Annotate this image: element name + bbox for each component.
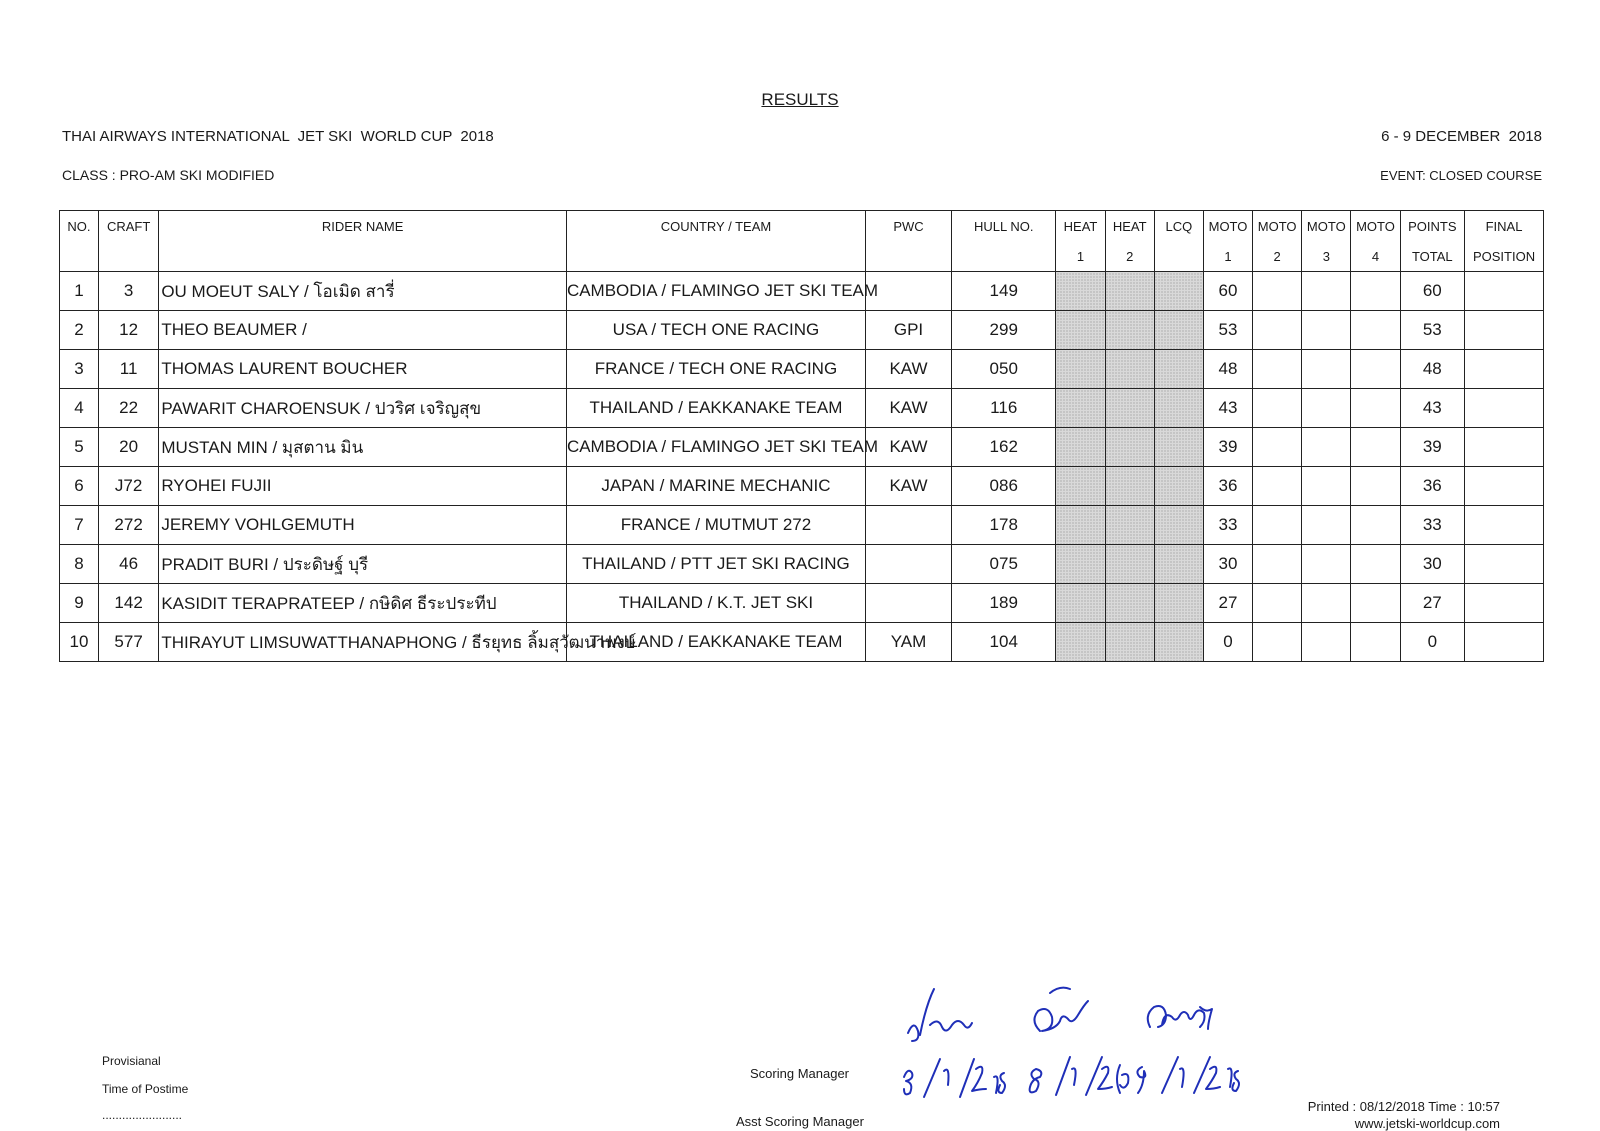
cell-lcq [1154,272,1203,311]
cell-rider-name: PAWARIT CHAROENSUK / ปวริศ เจริญสุข [159,389,567,428]
cell-craft: 142 [98,584,158,623]
cell-moto3 [1302,467,1351,506]
cell-hull-no: 116 [952,389,1056,428]
cell-craft: 12 [98,311,158,350]
cell-moto2 [1253,428,1302,467]
header-heat1-sub: 1 [1056,241,1105,272]
cell-points-total: 48 [1400,350,1465,389]
cell-moto3 [1302,389,1351,428]
cell-lcq [1154,506,1203,545]
cell-moto1: 60 [1203,272,1252,311]
cell-rider-name: THOMAS LAURENT BOUCHER [159,350,567,389]
header-final: FINAL [1465,211,1544,242]
header-country-team-sub [566,241,865,272]
cell-points-total: 0 [1400,623,1465,662]
cell-craft: 272 [98,506,158,545]
header-craft-sub [98,241,158,272]
page-title: RESULTS [761,90,839,109]
cell-rider-name: KASIDIT TERAPRATEEP / กษิดิศ ธีระประทีป [159,584,567,623]
header-no: NO. [60,211,99,242]
cell-country-team: FRANCE / MUTMUT 272 [566,506,865,545]
cell-lcq [1154,545,1203,584]
cell-craft: 20 [98,428,158,467]
cell-pwc: GPI [865,311,951,350]
table-row [60,506,1544,545]
cell-moto1: 43 [1203,389,1252,428]
cell-no: 3 [60,350,99,389]
cell-no: 8 [60,545,99,584]
cell-pwc: KAW [865,428,951,467]
cell-heat2 [1105,350,1154,389]
cell-moto3 [1302,545,1351,584]
cell-hull-no: 075 [952,545,1056,584]
cell-pwc: YAM [865,623,951,662]
header-row-top [60,211,1544,242]
header-country-team: COUNTRY / TEAM [566,211,865,242]
signature-3-date [1137,1057,1239,1093]
signature-1 [908,989,972,1041]
cell-no: 5 [60,428,99,467]
cell-final-position [1465,545,1544,584]
cell-moto2 [1253,389,1302,428]
cell-points-total: 39 [1400,428,1465,467]
cell-country-team: THAILAND / EAKKANAKE TEAM [566,389,865,428]
header-pwc-sub [865,241,951,272]
cell-moto3 [1302,623,1351,662]
event-name: THAI AIRWAYS INTERNATIONAL JET SKI WORLD CUP 2018 [62,128,494,145]
cell-heat2 [1105,389,1154,428]
header-moto4-sub: 4 [1351,241,1400,272]
cell-lcq [1154,389,1203,428]
cell-no: 7 [60,506,99,545]
cell-moto3 [1302,311,1351,350]
cell-lcq [1154,350,1203,389]
cell-moto4 [1351,428,1400,467]
cell-points-total: 27 [1400,584,1465,623]
signature-2-date [1030,1057,1129,1095]
cell-final-position [1465,623,1544,662]
asst-scoring-manager-label: Asst Scoring Manager [736,1114,864,1129]
cell-final-position [1465,389,1544,428]
header-heat1: HEAT [1056,211,1105,242]
cell-points-total: 30 [1400,545,1465,584]
cell-country-team: JAPAN / MARINE MECHANIC [566,467,865,506]
cell-moto4 [1351,350,1400,389]
cell-rider-name: THIRAYUT LIMSUWATTHANAPHONG / ธีรยุทธ ลิ้มสุวัฒนาพงษ์ [159,623,567,662]
cell-pwc [865,506,951,545]
cell-points-total: 60 [1400,272,1465,311]
cell-moto2 [1253,350,1302,389]
header-lcq: LCQ [1154,211,1203,242]
cell-lcq [1154,428,1203,467]
cell-heat1 [1056,428,1105,467]
header-moto3: MOTO [1302,211,1351,242]
cell-no: 1 [60,272,99,311]
cell-pwc [865,272,951,311]
header-moto2-sub: 2 [1253,241,1302,272]
cell-hull-no: 178 [952,506,1056,545]
cell-heat2 [1105,584,1154,623]
header-moto3-sub: 3 [1302,241,1351,272]
postime-blank-line: ........................ [102,1108,183,1122]
cell-lcq [1154,467,1203,506]
cell-craft: 3 [98,272,158,311]
cell-hull-no: 299 [952,311,1056,350]
provisional-label: Provisianal [102,1054,161,1068]
cell-country-team: THAILAND / EAKKANAKE TEAM [566,623,865,662]
cell-lcq [1154,623,1203,662]
header-hull-no: HULL NO. [952,211,1056,242]
cell-hull-no: 189 [952,584,1056,623]
event-dates: 6 - 9 DECEMBER 2018 [1381,128,1542,145]
cell-hull-no: 149 [952,272,1056,311]
table-row [60,623,1544,662]
header-lcq-sub [1154,241,1203,272]
cell-heat1 [1056,350,1105,389]
cell-heat1 [1056,467,1105,506]
header-craft: CRAFT [98,211,158,242]
cell-moto3 [1302,428,1351,467]
table-row [60,428,1544,467]
cell-country-team: USA / TECH ONE RACING [566,311,865,350]
header-moto1: MOTO [1203,211,1252,242]
website-url: www.jetski-worldcup.com [1354,1116,1500,1131]
cell-moto4 [1351,311,1400,350]
cell-heat2 [1105,545,1154,584]
cell-craft: 577 [98,623,158,662]
table-row [60,389,1544,428]
cell-craft: 22 [98,389,158,428]
cell-moto1: 36 [1203,467,1252,506]
cell-pwc [865,545,951,584]
cell-moto2 [1253,545,1302,584]
cell-moto1: 0 [1203,623,1252,662]
cell-heat2 [1105,428,1154,467]
signature-1-date [904,1059,1005,1097]
cell-rider-name: JEREMY VOHLGEMUTH [159,506,567,545]
cell-moto4 [1351,623,1400,662]
cell-no: 9 [60,584,99,623]
header-no-sub [60,241,99,272]
cell-moto4 [1351,506,1400,545]
cell-hull-no: 050 [952,350,1056,389]
cell-hull-no: 162 [952,428,1056,467]
cell-final-position [1465,272,1544,311]
header-points: POINTS [1400,211,1465,242]
results-table [59,210,1544,662]
cell-hull-no: 104 [952,623,1056,662]
header-final-sub: POSITION [1465,241,1544,272]
cell-final-position [1465,350,1544,389]
cell-moto4 [1351,584,1400,623]
cell-moto3 [1302,506,1351,545]
header-moto4: MOTO [1351,211,1400,242]
cell-heat1 [1056,584,1105,623]
cell-moto4 [1351,389,1400,428]
header-points-sub: TOTAL [1400,241,1465,272]
cell-moto4 [1351,545,1400,584]
event-type: EVENT: CLOSED COURSE [1380,168,1542,183]
cell-final-position [1465,506,1544,545]
cell-country-team: CAMBODIA / FLAMINGO JET SKI TEAM [566,428,865,467]
table-row [60,467,1544,506]
header-moto2: MOTO [1253,211,1302,242]
cell-no: 2 [60,311,99,350]
class-line: CLASS : PRO-AM SKI MODIFIED [62,167,275,183]
header-row-bottom [60,241,1544,272]
cell-moto4 [1351,467,1400,506]
scoring-manager-label: Scoring Manager [750,1066,849,1081]
cell-craft: 46 [98,545,158,584]
cell-moto2 [1253,272,1302,311]
cell-final-position [1465,584,1544,623]
cell-heat1 [1056,272,1105,311]
cell-hull-no: 086 [952,467,1056,506]
header-hull-no-sub [952,241,1056,272]
cell-no: 6 [60,467,99,506]
table-row [60,311,1544,350]
cell-moto1: 39 [1203,428,1252,467]
signature-2 [1034,988,1088,1031]
signature-3 [1148,1006,1212,1029]
table-row [60,350,1544,389]
cell-country-team: THAILAND / PTT JET SKI RACING [566,545,865,584]
cell-rider-name: THEO BEAUMER / [159,311,567,350]
cell-pwc: KAW [865,389,951,428]
time-of-postime-label: Time of Postime [102,1082,189,1096]
cell-moto2 [1253,623,1302,662]
cell-final-position [1465,467,1544,506]
cell-points-total: 43 [1400,389,1465,428]
cell-heat1 [1056,311,1105,350]
header-heat2-sub: 2 [1105,241,1154,272]
cell-pwc: KAW [865,467,951,506]
cell-craft: J72 [98,467,158,506]
cell-heat1 [1056,389,1105,428]
cell-lcq [1154,311,1203,350]
cell-lcq [1154,584,1203,623]
cell-heat2 [1105,506,1154,545]
header-moto1-sub: 1 [1203,241,1252,272]
cell-points-total: 33 [1400,506,1465,545]
cell-rider-name: OU MOEUT SALY / โอเมิด สารี่ [159,272,567,311]
header-heat2: HEAT [1105,211,1154,242]
cell-craft: 11 [98,350,158,389]
table-row [60,545,1544,584]
cell-moto1: 27 [1203,584,1252,623]
cell-pwc: KAW [865,350,951,389]
cell-moto2 [1253,467,1302,506]
cell-moto2 [1253,311,1302,350]
cell-heat1 [1056,506,1105,545]
printed-timestamp: Printed : 08/12/2018 Time : 10:57 [1307,1099,1500,1114]
cell-heat2 [1105,467,1154,506]
cell-heat2 [1105,311,1154,350]
cell-rider-name: RYOHEI FUJII [159,467,567,506]
cell-pwc [865,584,951,623]
cell-country-team: THAILAND / K.T. JET SKI [566,584,865,623]
cell-points-total: 36 [1400,467,1465,506]
cell-moto1: 30 [1203,545,1252,584]
table-row [60,584,1544,623]
cell-rider-name: MUSTAN MIN / มุสตาน มิน [159,428,567,467]
cell-moto1: 48 [1203,350,1252,389]
cell-moto3 [1302,584,1351,623]
cell-country-team: FRANCE / TECH ONE RACING [566,350,865,389]
table-row [60,272,1544,311]
cell-moto2 [1253,506,1302,545]
cell-heat1 [1056,623,1105,662]
cell-rider-name: PRADIT BURI / ประดิษฐ์ บุรี [159,545,567,584]
header-rider-name: RIDER NAME [159,211,567,242]
cell-no: 4 [60,389,99,428]
signatures-group [900,985,1260,1105]
cell-points-total: 53 [1400,311,1465,350]
cell-moto1: 53 [1203,311,1252,350]
cell-moto4 [1351,272,1400,311]
cell-moto1: 33 [1203,506,1252,545]
header-pwc: PWC [865,211,951,242]
cell-moto3 [1302,272,1351,311]
cell-moto3 [1302,350,1351,389]
header-rider-name-sub [159,241,567,272]
cell-heat2 [1105,272,1154,311]
cell-no: 10 [60,623,99,662]
cell-country-team: CAMBODIA / FLAMINGO JET SKI TEAM [566,272,865,311]
cell-final-position [1465,428,1544,467]
cell-final-position [1465,311,1544,350]
cell-moto2 [1253,584,1302,623]
cell-heat2 [1105,623,1154,662]
cell-heat1 [1056,545,1105,584]
